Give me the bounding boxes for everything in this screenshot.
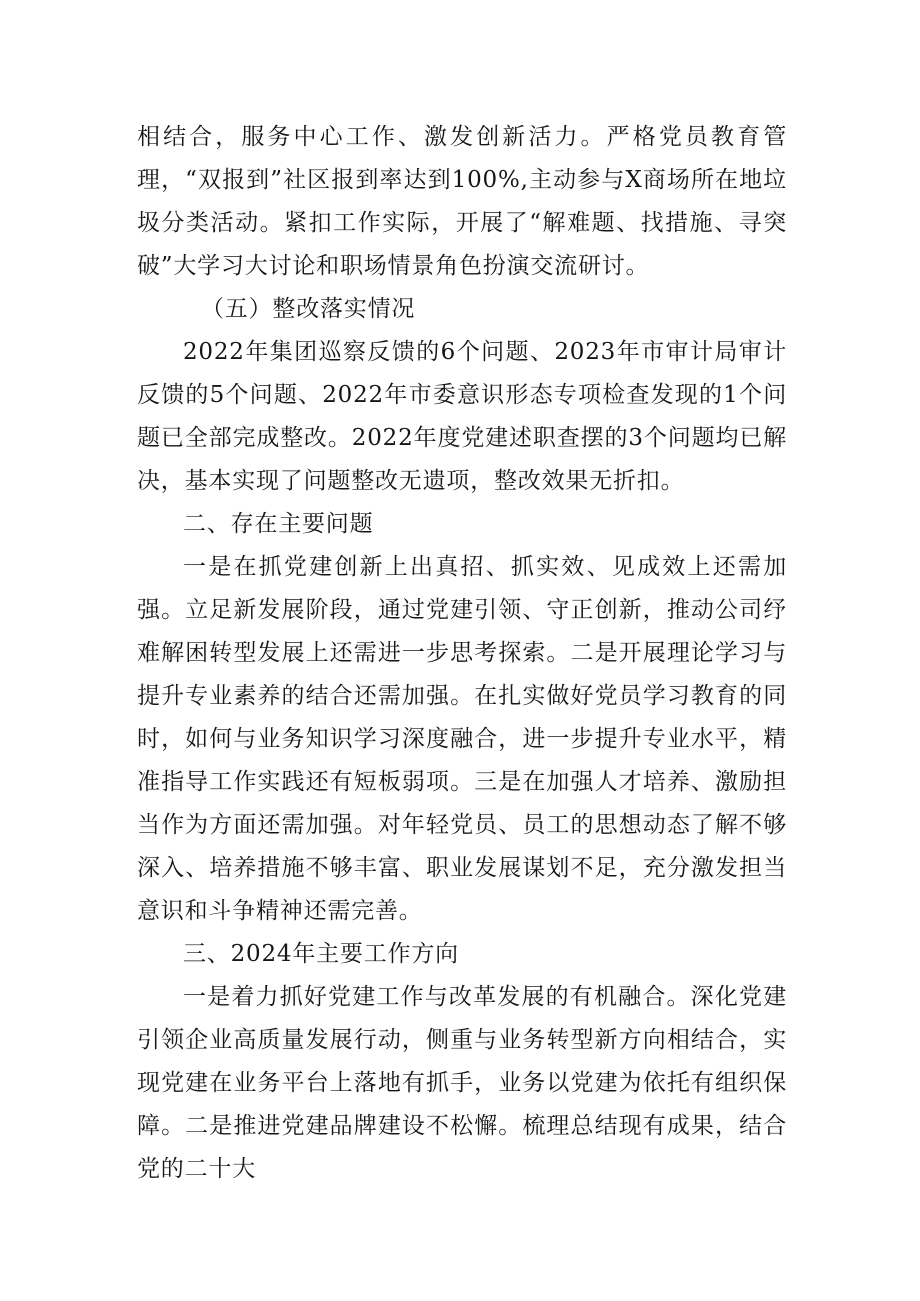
paragraph-work-direction: 一是着力抓好党建工作与改革发展的有机融合。深化党建引领企业高质量发展行动，侧重与业务转型新方向相结合，实现党建在业务平台上落地有抓手，业务以党建为依托有组织保障。二是推进党建品牌建设不松懈。梳理总结现有成果，结合党的二十大 bbox=[137, 984, 787, 1182]
section-heading-work-direction: 三、2024年主要工作方向 bbox=[183, 941, 459, 967]
paragraph-party-education: 相结合，服务中心工作、激发创新活力。严格党员教育管理，“双报到”社区报到率达到100%,主动参与X商场所在地垃圾分类活动。紧扣工作实际，开展了“解难题、找措施、寻突破”大学习大讨论和职场情景角色扮演交流研讨。 bbox=[137, 124, 787, 279]
paragraph-rectification: 2022年集团巡察反馈的6个问题、2023年市审计局审计反馈的5个问题、2022年市委意识形态专项检查发现的1个问题已全部完成整改。2022年度党建述职查摆的3个问题均已解决，基本实现了问题整改无遗项，整改效果无折扣。 bbox=[137, 339, 787, 494]
section-heading-rectification: （五）整改落实情况 bbox=[201, 296, 416, 322]
paragraph-main-problems: 一是在抓党建创新上出真招、抓实效、见成效上还需加强。立足新发展阶段，通过党建引领、守正创新，推动公司纾难解困转型发展上还需进一步思考探索。二是开展理论学习与提升专业素养的结合还需加强。在扎实做好党员学习教育的同时，如何与业务知识学习深度融合，进一步提升专业水平，精准指导工作实践还有短板弱项。三是在加强人才培养、激励担当作为方面还需加强。对年轻党员、员工的思想动态了解不够深入、培养措施不够丰富、职业发展谋划不足，充分激发担当意识和斗争精神还需完善。 bbox=[137, 554, 787, 924]
section-heading-main-problems: 二、存在主要问题 bbox=[183, 511, 374, 537]
document-body bbox=[137, 116, 787, 1191]
